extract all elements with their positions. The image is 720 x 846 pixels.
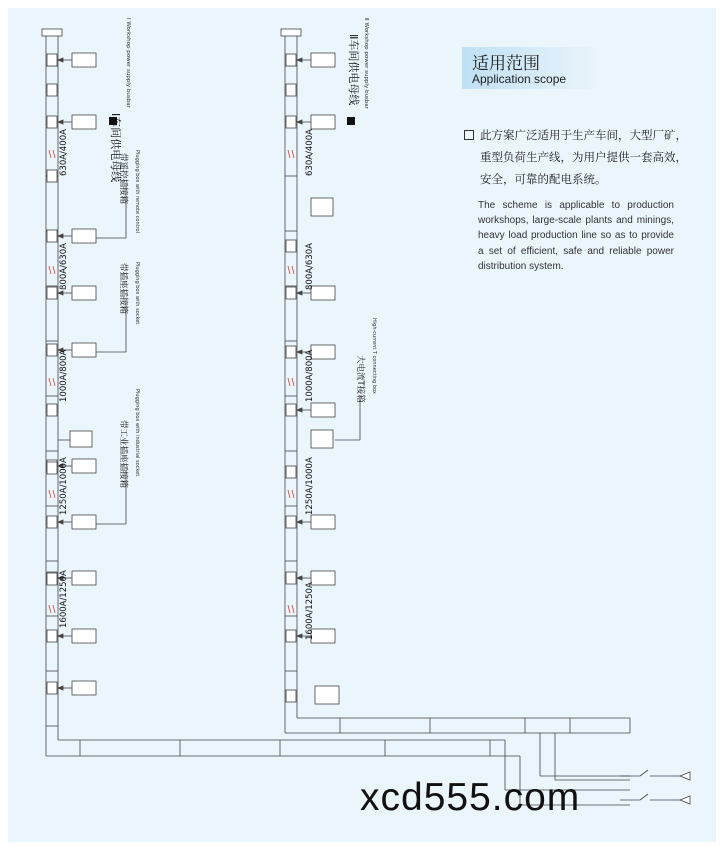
busbar-1-rating: 630A/400A [59,129,69,176]
box-label-tconn-en: High-current T connecting box [371,318,377,394]
fuse-icon [49,378,55,386]
busbar-2-cap [281,29,301,36]
t-box [311,198,333,216]
tap-box [47,573,57,585]
box-label-industrial-cn: 带工业插座插接箱 [118,420,128,489]
plug-box-tap [47,54,57,66]
tap-box [286,240,296,252]
desc-cn-line: 此方案广泛适用于生产车间，大型厂矿， [480,128,687,142]
plug-box-tap [286,54,296,66]
box-label-industrial-en: Plugging box with industrial socket [134,389,140,477]
plug-box [72,115,96,129]
plug-box [72,571,96,585]
tap-box [286,84,296,96]
tap-box [286,466,296,478]
plug-box-tap [286,287,296,299]
description-en: The scheme is applicable to production workshops, large-scale plants and minings, heavy load production line so as to provide a set of efficient, safe and reliable power distribution system. [478,200,674,272]
fuse-icon [288,490,294,498]
tap-box [47,170,57,182]
plug-box-tap [47,630,57,642]
plug-box [72,681,96,695]
tap-box [286,690,296,702]
busbar-1-title-cn: Ⅰ车间供电母线 [109,113,122,183]
fuse-icon [288,266,294,274]
plug-box [72,286,96,300]
plug-box-tap [47,516,57,528]
plug-box-tap [47,230,57,242]
plug-box [72,229,96,243]
busbar-1-rating: 1250A/1000A [59,457,69,515]
plug-box-tap [286,630,296,642]
tap-box [47,404,57,416]
busbar-2-title-cn: Ⅱ车间供电母线 [347,34,360,106]
plug-box-tap [47,344,57,356]
watermark: xcd555.com [360,776,581,819]
busbar-2-rating: 1250A/1000A [305,457,315,515]
fuse-icon [49,266,55,274]
fuse-icon [288,150,294,158]
box-label-socket-en: Plugging box with socket [134,262,140,325]
box-label-remote-cn: 带遥控插接箱 [118,153,128,205]
plug-box [72,629,96,643]
plug-box-tap [47,682,57,694]
fuse-icon [49,150,55,158]
busbar-1-rating: 1000A/800A [59,349,69,402]
fuse-icon [49,490,55,498]
box-label-tconn-cn: 大电流T接箱 [355,355,365,403]
t-box [70,431,92,447]
plug-box [72,459,96,473]
box-label-socket-cn: 带插座插接箱 [118,263,128,315]
plug-box-tap [47,116,57,128]
fuse-icon [288,378,294,386]
busbar-2-rating: 630A/400A [305,129,315,176]
plug-box [72,53,96,67]
fuse-icon [49,605,55,613]
plug-box-tap [286,516,296,528]
plug-box-tap [286,404,296,416]
busbar-2-rating: 800A/630A [305,243,315,290]
busbar-1-cap [42,29,62,36]
plug-box [311,53,335,67]
plug-box [311,115,335,129]
plug-box-tap [286,572,296,584]
description-cn [464,124,690,190]
t-box [311,430,333,448]
busbar-2-rating: 1600A/1250A [305,582,315,640]
tap-box [47,84,57,96]
plug-box [311,515,335,529]
busbar-1-title-en: Ⅰ Workshop power supply busbar [125,18,131,108]
scope-subtitle: Application scope [472,72,567,86]
busbar-1-rating: 800A/630A [59,243,69,290]
busbar-2-marker [347,117,355,125]
busbar-2-rating: 1000A/800A [305,349,315,402]
plug-box [72,515,96,529]
desc-cn-line: 安全，可靠的配电系统。 [480,172,607,186]
plug-box-tap [286,116,296,128]
busbar-1-rating: 1600A/1250A [59,570,69,628]
checkbox-bullet-icon [464,130,474,140]
plug-box [72,343,96,357]
busbar-2-title [347,18,369,125]
plug-box-tap [286,346,296,358]
t-box [315,686,339,704]
busbar-2-title-en: Ⅱ Workshop power supply busbar [363,18,369,109]
scope-title: 适用范围 [472,54,540,74]
plug-box-tap [47,287,57,299]
tap-box [47,462,57,474]
desc-cn-line: 重型负荷生产线，为用户提供一套高效， [480,150,687,164]
plug-box [311,403,335,417]
fuse-icon [288,605,294,613]
box-label-remote-en: Plugging box with remote control [134,150,140,233]
